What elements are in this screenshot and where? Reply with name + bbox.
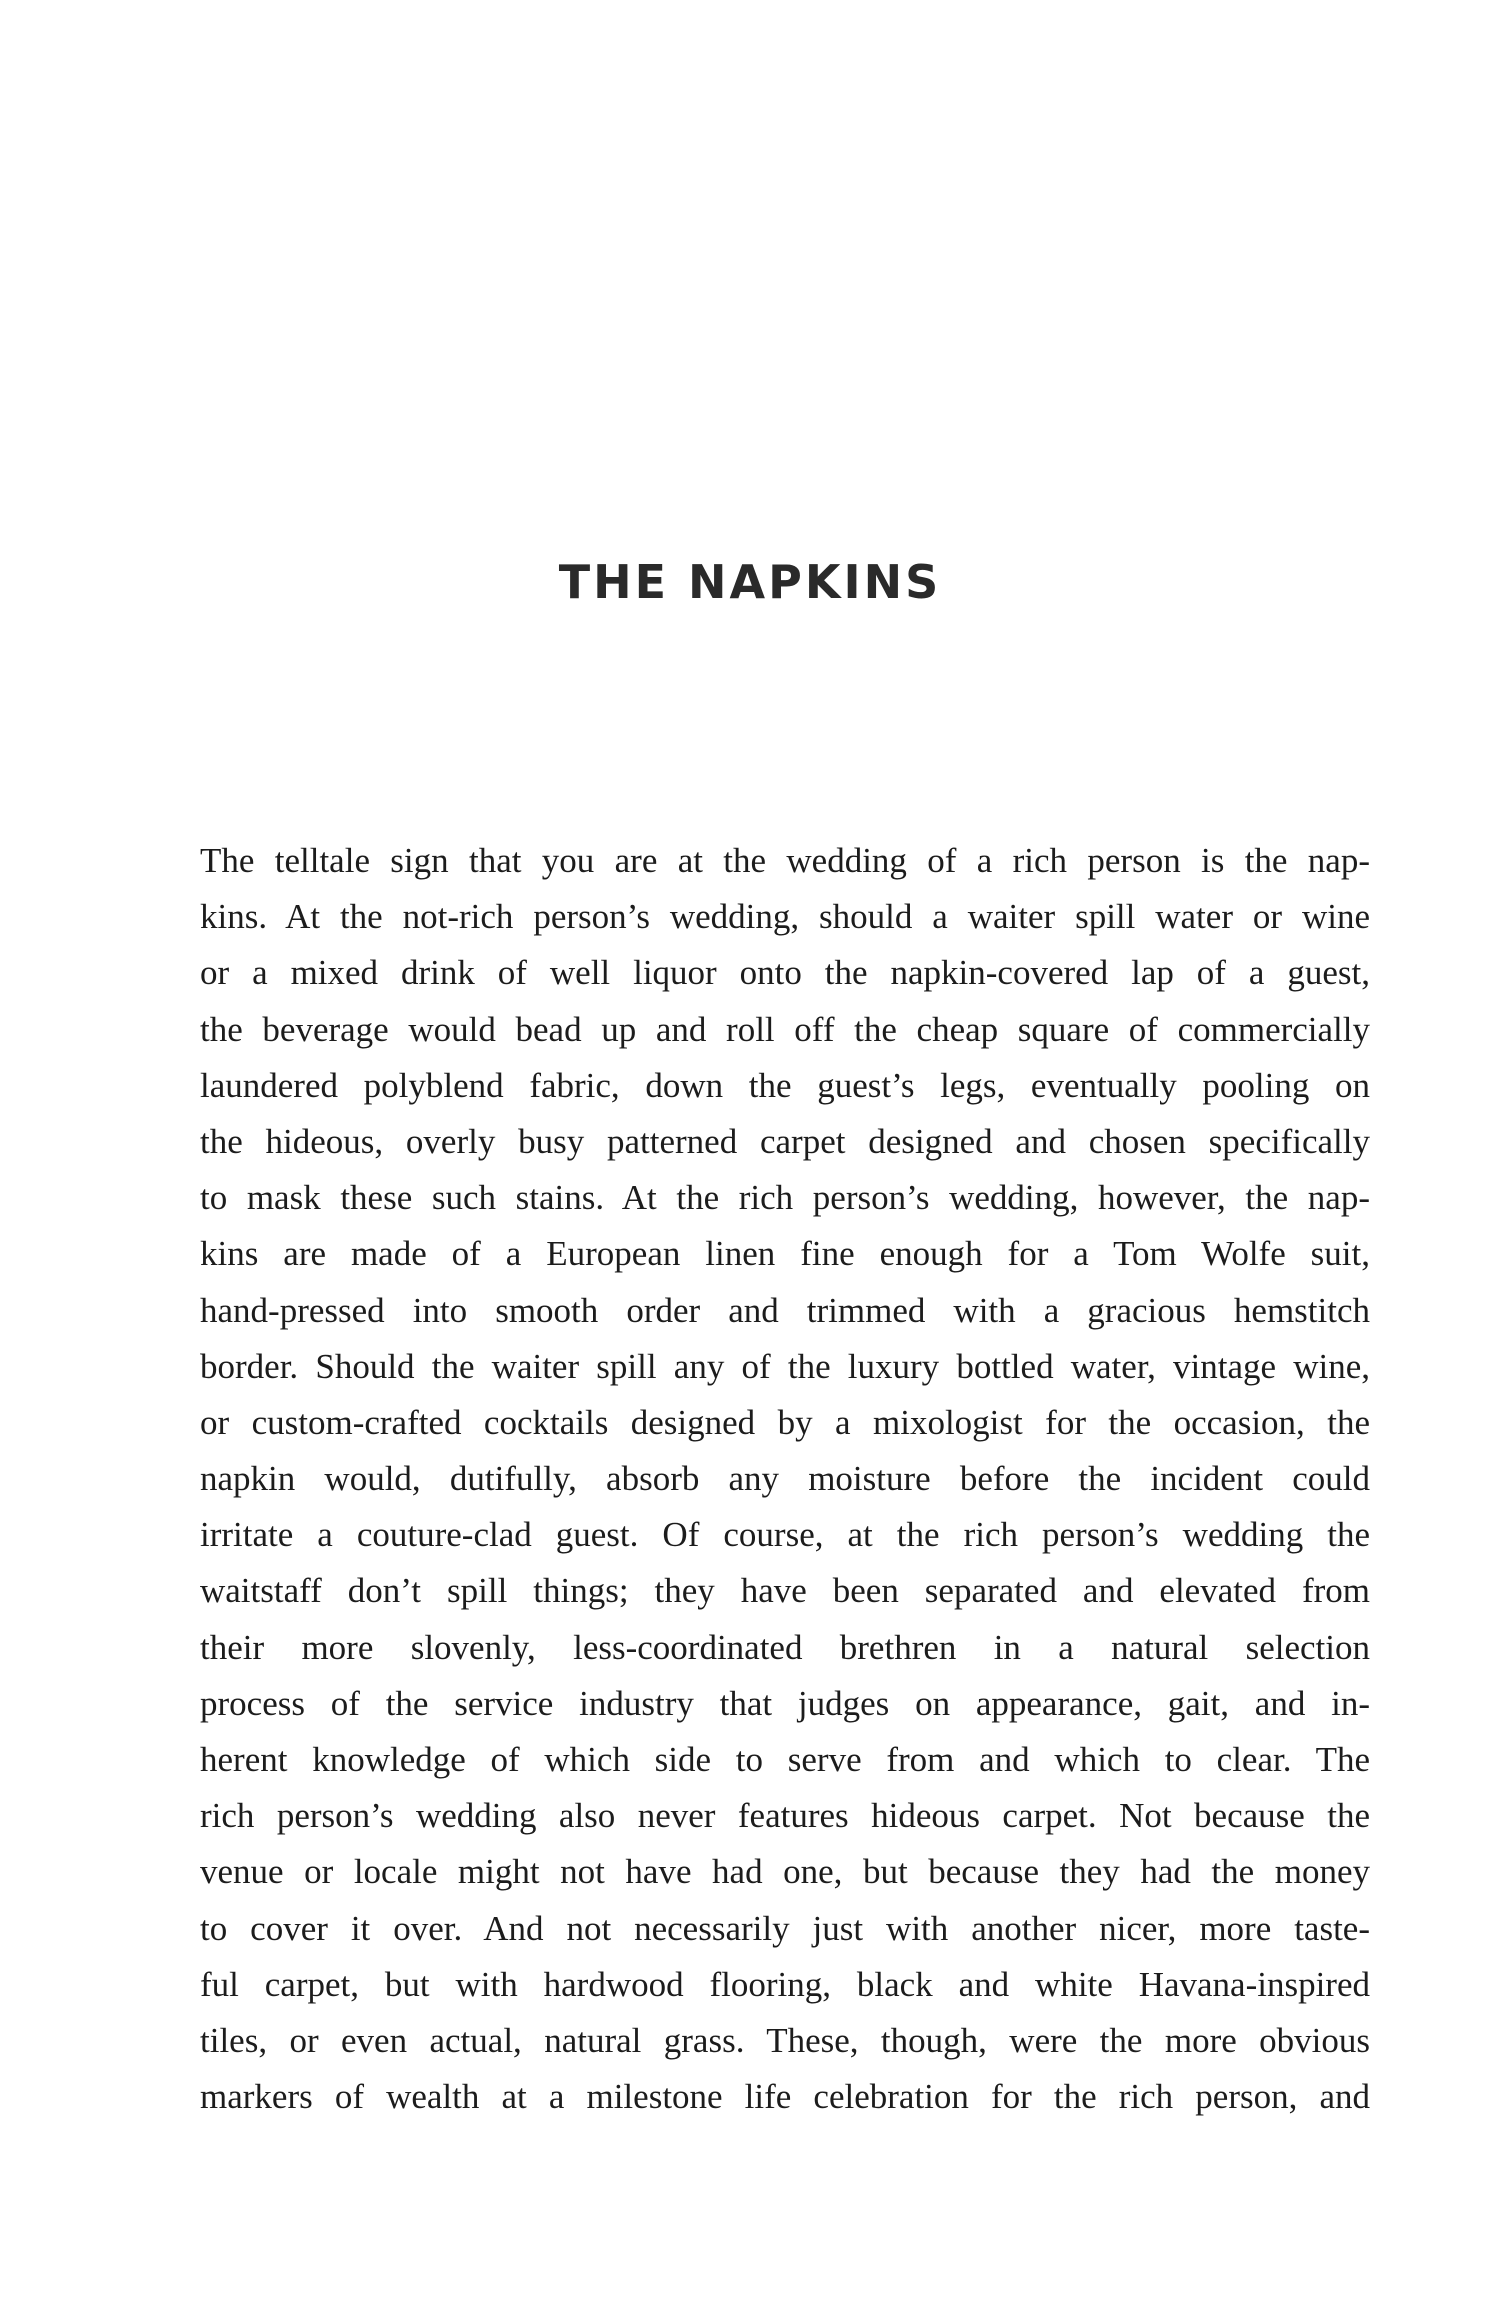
text-line: The telltale sign that you are at the wedding of a rich person is the nap- [200,841,1370,880]
text-line: irritate a couture-clad guest. Of course, at the rich person’s wedding the [200,1515,1370,1555]
text-line: or a mixed drink of well liquor onto the napkin-covered lap of a guest, [200,953,1370,993]
text-line: rich person’s wedding also never features hideous carpet. Not because the [200,1796,1370,1836]
text-line: laundered polyblend fabric, down the guest’s legs, eventually pooling on [200,1065,1370,1105]
text-line: to cover it over. And not necessarily just with another nicer, more taste- [200,1908,1370,1948]
text-line: the beverage would bead up and roll off the cheap square of commercially [200,1009,1370,1049]
text-line: markers of wealth at a milestone life celebration for the rich person, and [200,2077,1370,2117]
text-line: venue or locale might not have had one, but because they had the money [200,1852,1370,1892]
text-line: hand-pressed into smooth order and trimmed with a gracious hemstitch [200,1290,1370,1330]
text-line: waitstaff don’t spill things; they have been separated and elevated from [200,1571,1370,1611]
chapter-title: THE NAPKINS [558,555,942,609]
text-line: kins. At the not-rich person’s wedding, should a waiter spill water or wine [200,897,1370,937]
text-line: kins are made of a European linen fine enough for a Tom Wolfe suit, [200,1234,1370,1274]
text-line: the hideous, overly busy patterned carpet designed and chosen specifically [200,1121,1370,1161]
text-line: process of the service industry that judges on appearance, gait, and in- [200,1683,1370,1723]
text-line: napkin would, dutifully, absorb any moisture before the incident could [200,1459,1370,1499]
text-line: ful carpet, but with hardwood flooring, black and white Havana-inspired [200,1964,1370,2004]
body-paragraph [200,833,1370,2125]
text-line: or custom-crafted cocktails designed by a mixologist for the occasion, the [200,1402,1370,1442]
text-line: border. Should the waiter spill any of the luxury bottled water, vintage wine, [200,1346,1370,1386]
text-line: to mask these such stains. At the rich person’s wedding, however, the nap- [200,1178,1370,1218]
text-line: their more slovenly, less-coordinated brethren in a natural selection [200,1627,1370,1667]
text-line: herent knowledge of which side to serve from and which to clear. The [200,1740,1370,1779]
text-line: tiles, or even actual, natural grass. These, though, were the more obvious [200,2020,1370,2060]
